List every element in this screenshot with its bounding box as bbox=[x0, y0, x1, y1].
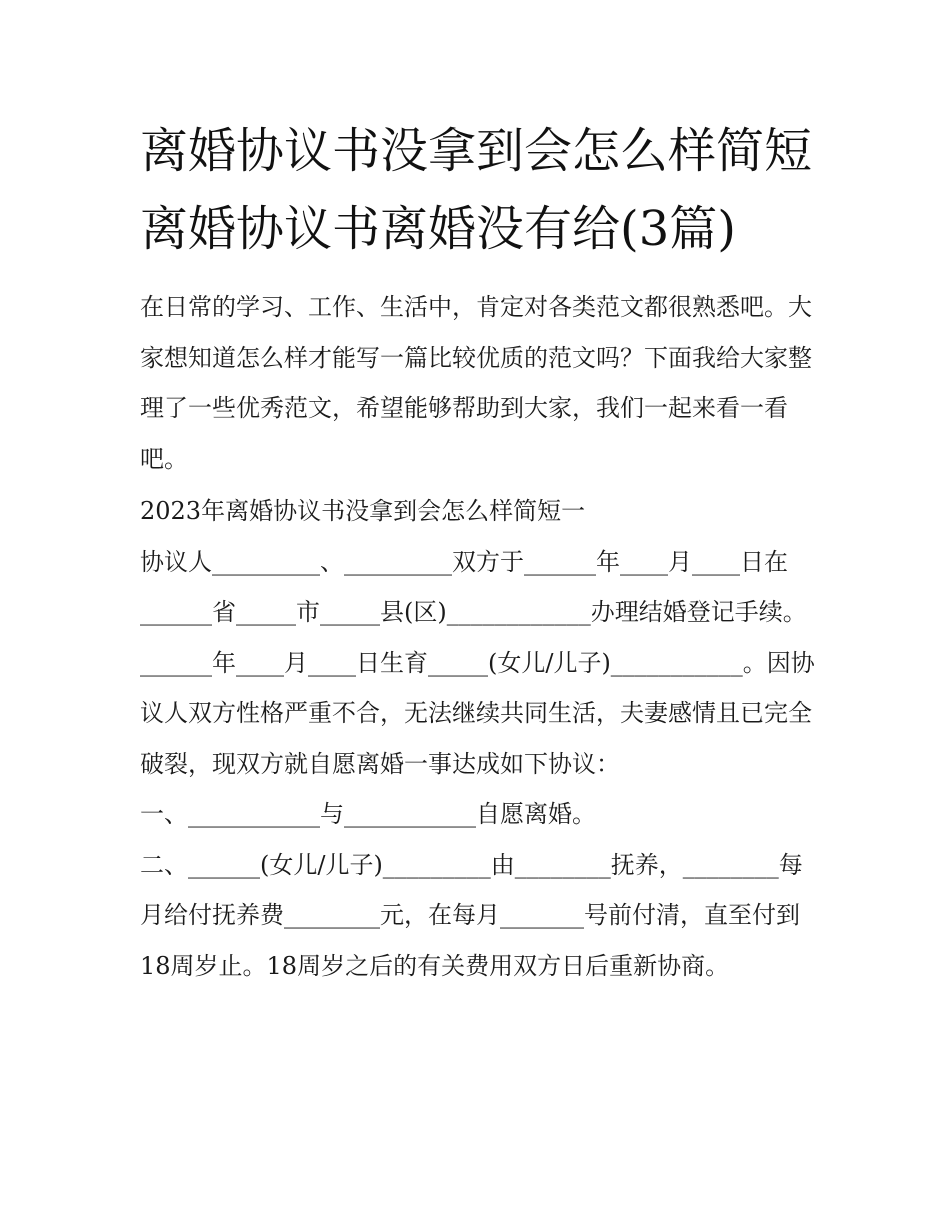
document-page bbox=[140, 112, 820, 991]
section-heading: 2023年离婚协议书没拿到会怎么样简短一 bbox=[140, 497, 586, 525]
document-title: 离婚协议书没拿到会怎么样简短 离婚协议书离婚没有给(3篇) bbox=[140, 123, 813, 257]
clause-one: 一、___________与___________自愿离婚。 bbox=[140, 800, 596, 828]
clause-two: 二、______(女儿/儿子)_________由________抚养，________每月给付抚养费________元，在每月_______号前付清，直至付到18周岁止。18周岁之后的有关费用双方日后重新协商。 bbox=[140, 850, 803, 980]
intro-paragraph: 在日常的学习、工作、生活中，肯定对各类范文都很熟悉吧。大家想知道怎么样才能写一篇比较优质的范文吗？下面我给大家整理了一些优秀范文，希望能够帮助到大家，我们一起来看一看吧。 bbox=[140, 293, 812, 473]
agreement-paragraph: 协议人_________、_________双方于______年____月____日在______省_____市_____县(区)____________办理结婚登记手续。______年____月____日生育_____(女儿/儿子)___________。因协议人双方性格严重不合，无法继续共同生活，夫妻感情且已完全破裂，现双方就自愿离婚一事达成如下协议： bbox=[140, 547, 815, 778]
